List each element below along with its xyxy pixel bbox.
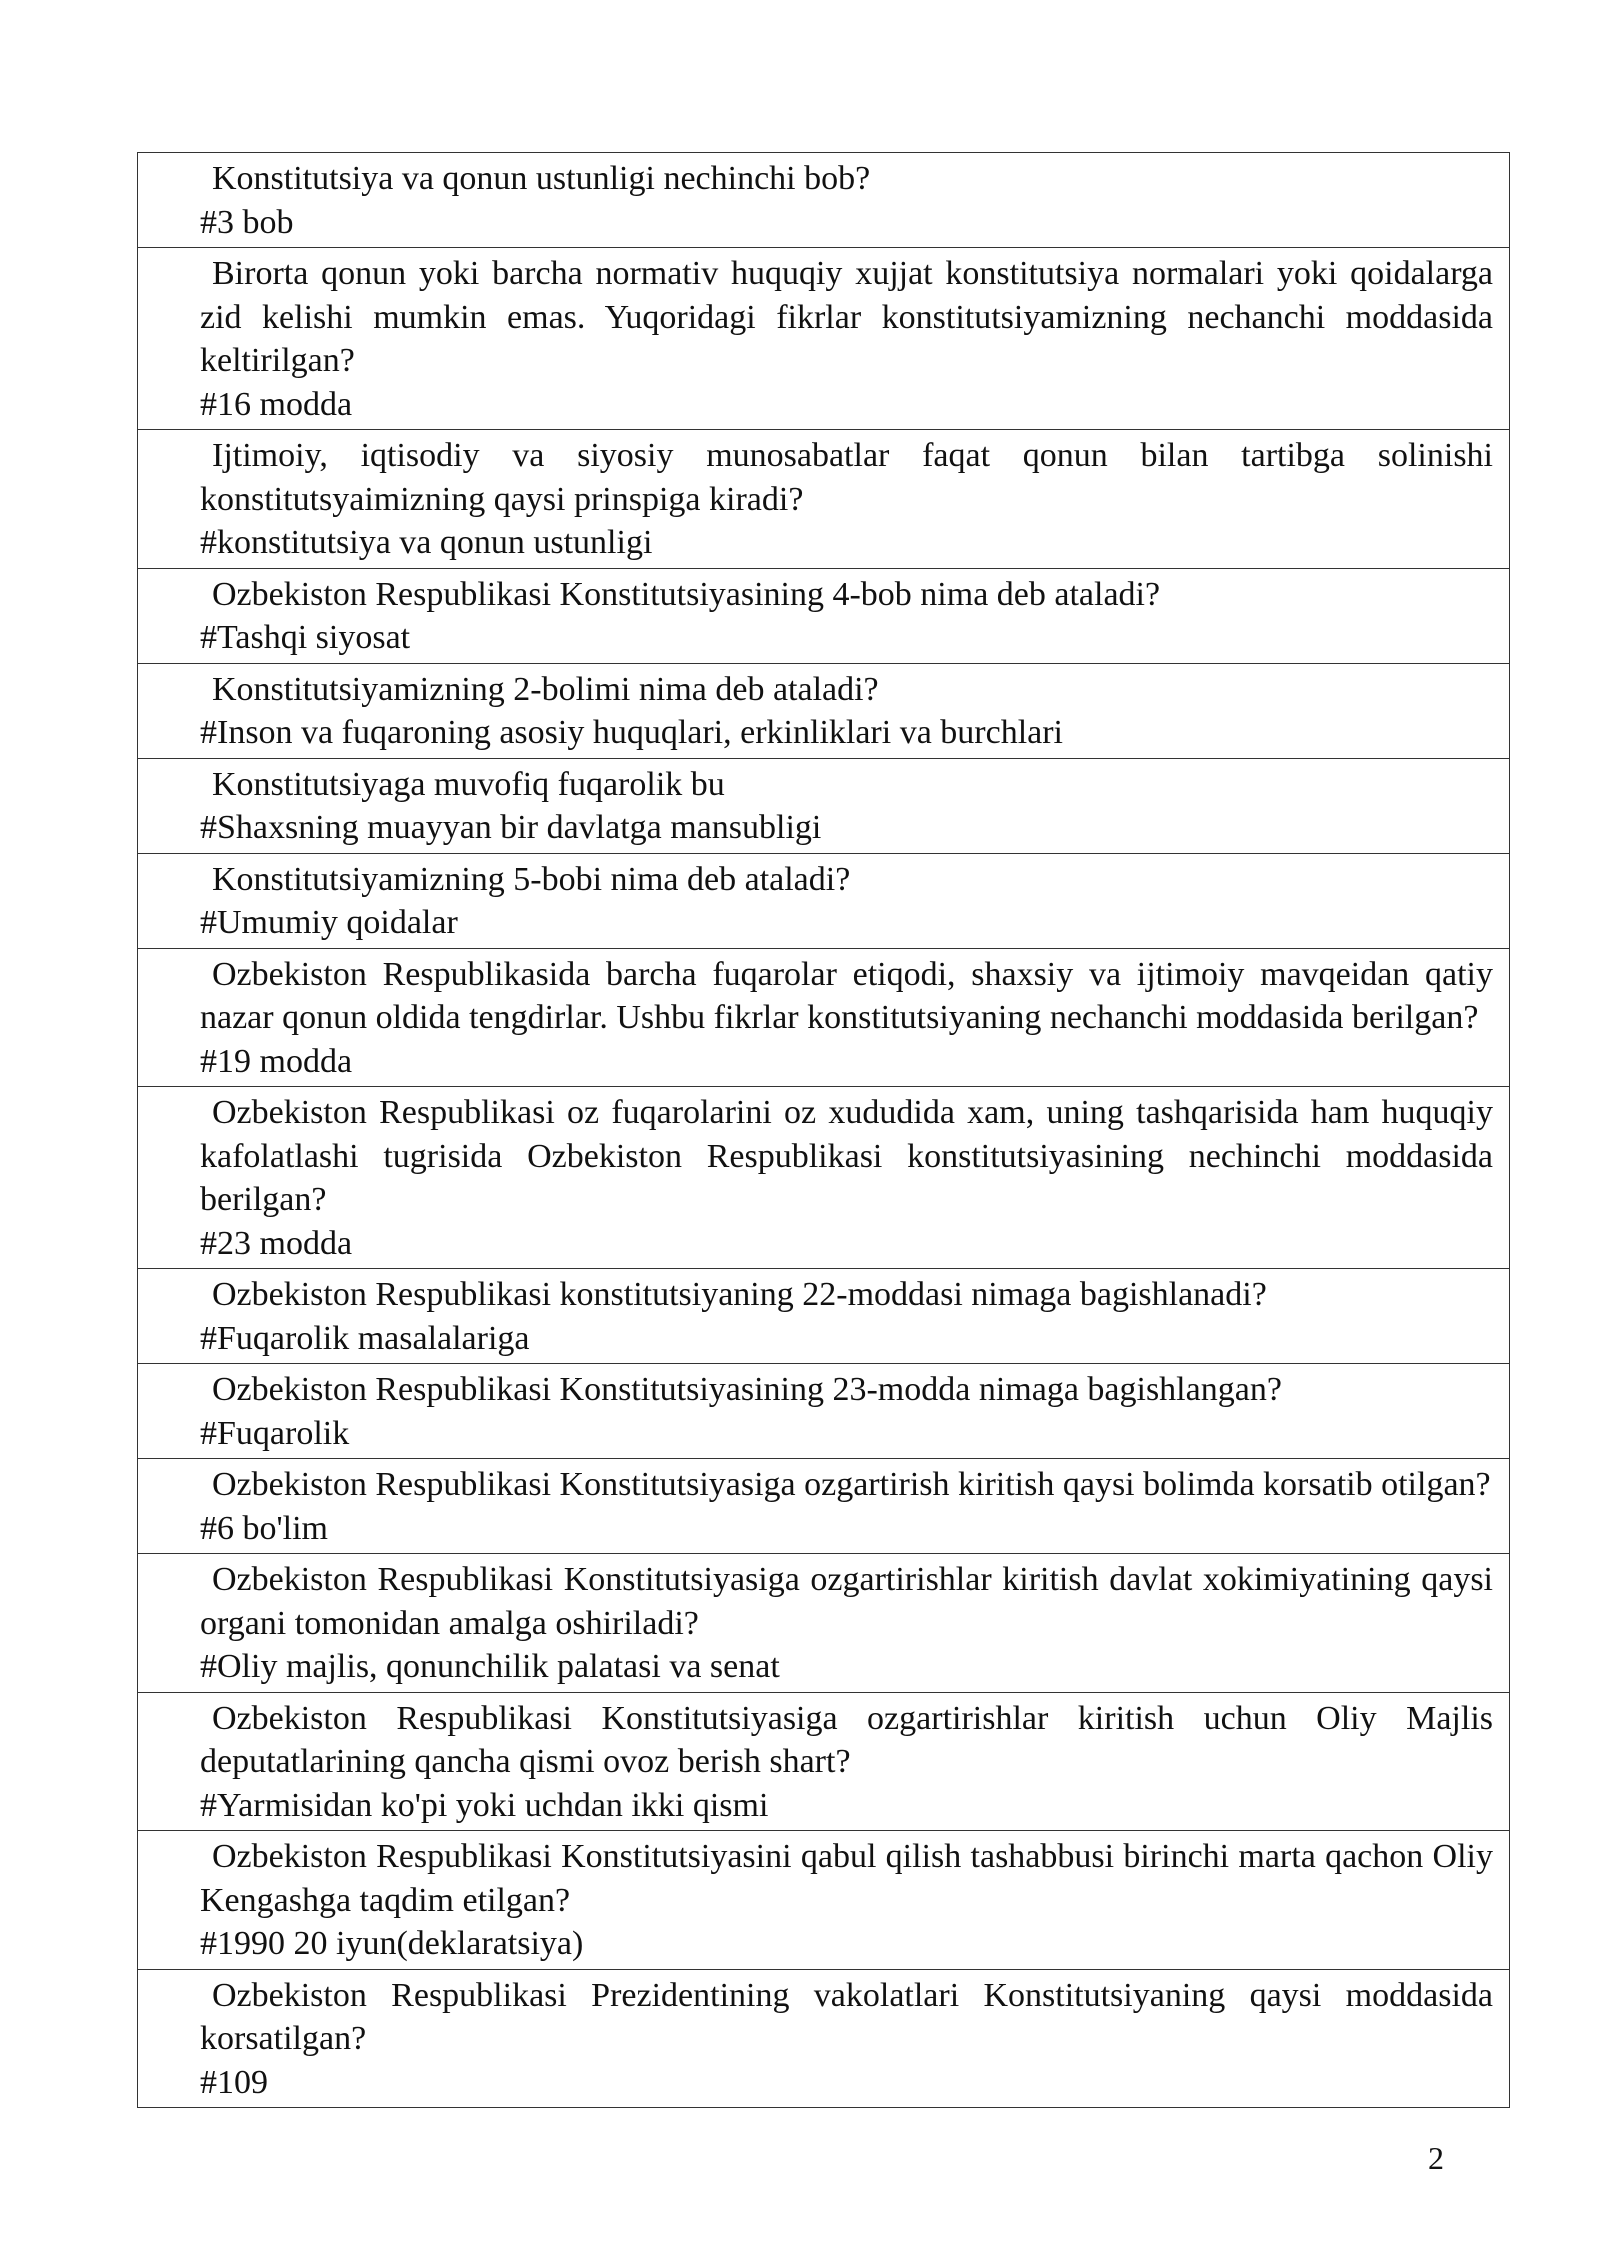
table-row — [138, 948, 1510, 1087]
question-text: Ozbekiston Respublikasi Konstitutsiyasiga ozgartirish kiritish qaysi bolimda korsatib otilgan? — [212, 1466, 1491, 1503]
question-text: Konstitutsiyaga muvofiq fuqarolik bu — [212, 765, 725, 803]
qa-cell — [138, 1692, 1510, 1831]
qa-cell — [138, 758, 1510, 853]
table-row — [138, 153, 1510, 248]
question-text: Ozbekiston Respublikasi Konstitutsiyasini qabul qilish tashabbusi birinchi marta qachon Oliy Kengashga taqdim etilgan? — [200, 1838, 1493, 1919]
answer-text: #3 bob — [200, 203, 294, 241]
question-text: Ozbekiston Respublikasi Konstitutsiyasiga ozgartirishlar kiritish uchun Oliy Majlis deputatlarining qancha qismi ovoz berish shart? — [200, 1699, 1493, 1780]
answer-text: #Inson va fuqaroning asosiy huquqlari, erkinliklari va burchlari — [200, 714, 1063, 751]
qa-cell — [138, 568, 1510, 663]
table-row — [138, 430, 1510, 569]
answer-text: #Yarmisidan ko'pi yoki uchdan ikki qismi — [200, 1786, 769, 1824]
table-row — [138, 1969, 1510, 2108]
answer-text: #1990 20 iyun(deklaratsiya) — [200, 1925, 584, 1962]
question-text: Ozbekiston Respublikasi oz fuqarolarini oz xududida xam, uning tashqarisida ham huquqiy kafolatlashi tugrisida Ozbekiston Respublikasi konstitutsiyasining nechinchi moddasida berilgan? — [200, 1094, 1493, 1218]
qa-table — [137, 152, 1510, 2108]
qa-cell — [138, 1554, 1510, 1693]
question-text: Ozbekiston Respublikasi konstitutsiyaning 22-moddasi nimaga bagishlanadi? — [212, 1276, 1267, 1313]
answer-text: #16 modda — [200, 385, 353, 423]
answer-text: #Fuqarolik masalalariga — [200, 1319, 530, 1357]
answer-text: #109 — [200, 2063, 268, 2101]
table-row — [138, 568, 1510, 663]
qa-cell — [138, 853, 1510, 948]
table-row — [138, 758, 1510, 853]
qa-cell — [138, 1364, 1510, 1459]
question-text: Konstitutsiyamizning 2-bolimi nima deb ataladi? — [212, 670, 879, 708]
table-row — [138, 1364, 1510, 1459]
question-text: Ozbekiston Respublikasida barcha fuqarolar etiqodi, shaxsiy va ijtimoiy mavqeidan qatiy nazar qonun oldida tengdirlar. Ushbu fikrlar konstitutsiyaning nechanchi moddasida berilgan? — [200, 955, 1493, 1036]
answer-text: #Fuqarolik — [200, 1414, 350, 1452]
answer-text: #19 modda — [200, 1042, 353, 1080]
table-row — [138, 1459, 1510, 1554]
qa-cell — [138, 1831, 1510, 1970]
question-text: Ijtimoiy, iqtisodiy va siyosiy munosabatlar faqat qonun bilan tartibga solinishi konstitutsyaimizning qaysi prinspiga kiradi? — [200, 437, 1493, 518]
answer-text: #23 modda — [200, 1224, 353, 1262]
qa-cell — [138, 430, 1510, 569]
table-row — [138, 663, 1510, 758]
qa-cell — [138, 1087, 1510, 1269]
qa-cell — [138, 1459, 1510, 1554]
table-row — [138, 1692, 1510, 1831]
question-text: Ozbekiston Respublikasi Prezidentining vakolatlari Konstitutsiyaning qaysi moddasida korsatilgan? — [200, 1976, 1493, 2057]
question-text: Konstitutsiya va qonun ustunligi nechinchi bob? — [212, 160, 871, 197]
question-text: Ozbekiston Respublikasi Konstitutsiyasiga ozgartirishlar kiritish davlat xokimiyatining qaysi organi tomonidan amalga oshiriladi? — [200, 1561, 1493, 1642]
question-text: Konstitutsiyamizning 5-bobi nima deb ataladi? — [212, 860, 851, 898]
table-row — [138, 1087, 1510, 1269]
answer-text: #Shaxsning muayyan bir davlatga mansubligi — [200, 809, 822, 846]
answer-text: #Tashqi siyosat — [200, 619, 411, 656]
question-text: Ozbekiston Respublikasi Konstitutsiyasining 23-modda nimaga bagishlangan? — [212, 1371, 1282, 1408]
question-text: Ozbekiston Respublikasi Konstitutsiyasining 4-bob nima deb ataladi? — [212, 575, 1161, 613]
table-row — [138, 248, 1510, 430]
answer-text: #6 bo'lim — [200, 1509, 328, 1547]
table-row — [138, 1831, 1510, 1970]
qa-cell — [138, 153, 1510, 248]
page-number: 2 — [1428, 2140, 1444, 2176]
table-row — [138, 1554, 1510, 1693]
qa-cell — [138, 1269, 1510, 1364]
qa-cell — [138, 663, 1510, 758]
answer-text: #konstitutsiya va qonun ustunligi — [200, 524, 653, 561]
qa-cell — [138, 248, 1510, 430]
qa-cell — [138, 1969, 1510, 2108]
table-row — [138, 853, 1510, 948]
answer-text: #Oliy majlis, qonunchilik palatasi va senat — [200, 1648, 780, 1685]
answer-text: #Umumiy qoidalar — [200, 904, 458, 941]
question-text: Birorta qonun yoki barcha normativ huquqiy xujjat konstitutsiya normalari yoki qoidalarga zid kelishi mumkin emas. Yuqoridagi fikrlar konstitutsiyamizning nechanchi moddasida keltirilgan? — [200, 255, 1493, 379]
qa-cell — [138, 948, 1510, 1087]
table-row — [138, 1269, 1510, 1364]
